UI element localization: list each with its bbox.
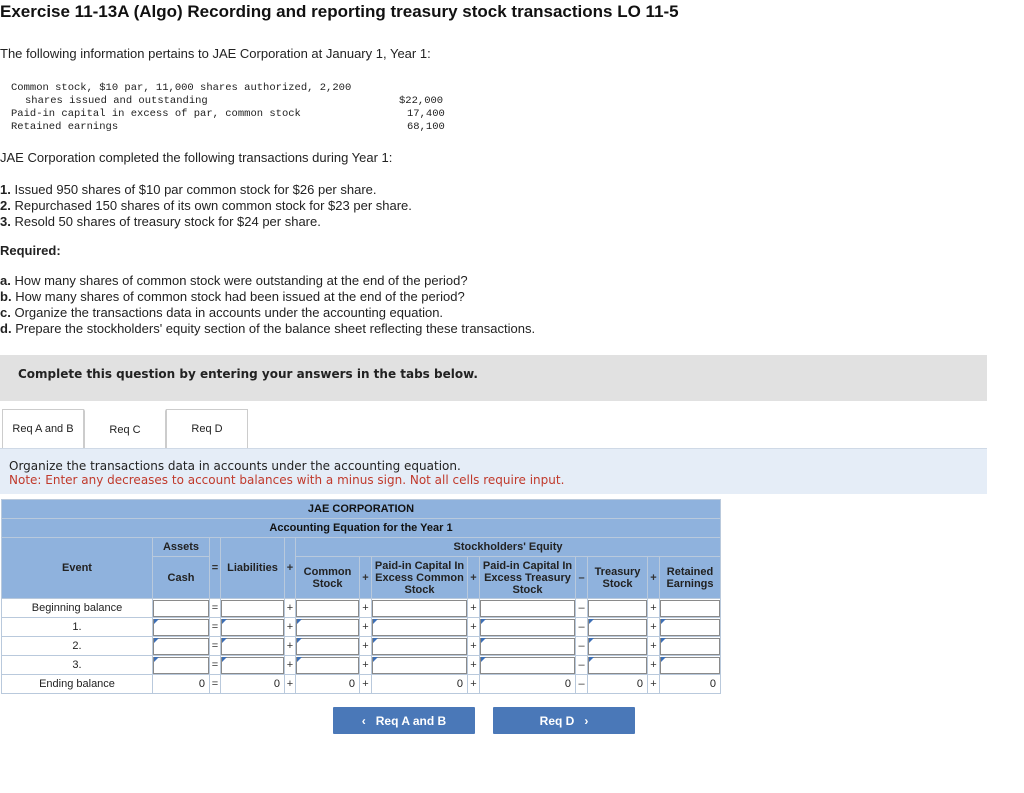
transaction-item: 2. Repurchased 150 shares of its own common stock for $23 per share. [0, 198, 412, 213]
plus-sign: + [285, 675, 296, 694]
event-label: 2. [2, 637, 153, 656]
equals-sign: = [210, 656, 221, 675]
cash-header: Cash [153, 557, 210, 599]
treasury-stock-header: Treasury Stock [588, 557, 648, 599]
balance-label: shares issued and outstanding [25, 95, 208, 107]
plus-sign: + [468, 557, 480, 599]
minus-sign: – [576, 599, 588, 618]
event-header: Event [2, 538, 153, 599]
chevron-left-icon: ‹ [361, 713, 366, 728]
picts-header: Paid-in Capital In Excess Treasury Stock [480, 557, 576, 599]
retained-earnings-header: Retained Earnings [660, 557, 721, 599]
plus-sign: + [648, 557, 660, 599]
balance-amount: 68,100 [407, 121, 445, 133]
plus-sign: + [468, 618, 480, 637]
retained-earnings-input[interactable] [660, 657, 720, 674]
plus-sign: + [285, 637, 296, 656]
retained-earnings-input[interactable] [660, 638, 720, 655]
picc-header: Paid-in Capital In Excess Common Stock [372, 557, 468, 599]
requirement-item: a. How many shares of common stock were outstanding at the end of the period? [0, 273, 468, 288]
next-button-label: Req D [539, 713, 575, 728]
plus-sign: + [285, 538, 296, 599]
company-name: JAE CORPORATION [2, 500, 721, 519]
picts-input[interactable] [480, 600, 575, 617]
panel-note: Note: Enter any decreases to account balances with a minus sign. Not all cells require input. [9, 473, 565, 487]
balance-amount: $22,000 [399, 95, 444, 107]
cash-input[interactable] [153, 638, 209, 655]
transaction-item: 3. Resold 50 shares of treasury stock for $24 per share. [0, 214, 321, 229]
balance-amount: 17,400 [407, 108, 445, 120]
event-label: Beginning balance [2, 599, 153, 618]
plus-sign: + [285, 599, 296, 618]
liabilities-input[interactable] [221, 619, 284, 636]
picts-input[interactable] [480, 657, 575, 674]
stockholders-equity-header: Stockholders' Equity [296, 538, 721, 557]
balance-label: Retained earnings [11, 121, 119, 133]
liabilities-input[interactable] [221, 657, 284, 674]
common-stock-input[interactable] [296, 657, 359, 674]
plus-sign: + [360, 557, 372, 599]
plus-sign: + [468, 637, 480, 656]
treasury-stock-input[interactable] [588, 638, 647, 655]
treasury-stock-input[interactable] [588, 600, 647, 617]
page-title: Exercise 11-13A (Algo) Recording and reporting treasury stock transactions LO 11-5 [0, 2, 679, 21]
common-stock-input[interactable] [296, 619, 359, 636]
picts-input[interactable] [480, 619, 575, 636]
liabilities-header: Liabilities [221, 538, 285, 599]
intro-text: The following information pertains to JAE Corporation at January 1, Year 1: [0, 46, 431, 61]
next-button[interactable] [493, 707, 635, 734]
minus-sign: – [576, 618, 588, 637]
picc-input[interactable] [372, 638, 467, 655]
prev-button-label: Req A and B [375, 713, 447, 728]
table-subtitle: Accounting Equation for the Year 1 [2, 519, 721, 538]
minus-sign: – [576, 637, 588, 656]
chevron-right-icon: › [584, 713, 589, 728]
requirement-item: c. Organize the transactions data in accounts under the accounting equation. [0, 305, 444, 320]
requirement-item: d. Prepare the stockholders' equity section of the balance sheet reflecting these transactions. [0, 321, 536, 336]
plus-sign: + [468, 675, 480, 694]
ending-common-stock: 0 [296, 675, 360, 694]
minus-sign: – [576, 675, 588, 694]
plus-sign: + [648, 675, 660, 694]
balance-label: Common stock, $10 par, 11,000 shares authorized, 2,200 [11, 82, 352, 94]
common-stock-input[interactable] [296, 638, 359, 655]
plus-sign: + [285, 618, 296, 637]
equals-sign: = [210, 599, 221, 618]
common-stock-header: Common Stock [296, 557, 360, 599]
ending-treasury-stock: 0 [588, 675, 648, 694]
balance-label: Paid-in capital in excess of par, common stock [11, 108, 301, 120]
retained-earnings-input[interactable] [660, 600, 720, 617]
plus-sign: + [648, 656, 660, 675]
equals-sign: = [210, 637, 221, 656]
equals-sign: = [210, 538, 221, 599]
event-label: 3. [2, 656, 153, 675]
picc-input[interactable] [372, 657, 467, 674]
plus-sign: + [285, 656, 296, 675]
plus-sign: + [360, 656, 372, 675]
event-label: Ending balance [2, 675, 153, 694]
transaction-item: 1. Issued 950 shares of $10 par common stock for $26 per share. [0, 182, 377, 197]
instruction-text: Complete this question by entering your answers in the tabs below. [18, 367, 478, 381]
plus-sign: + [648, 618, 660, 637]
retained-earnings-input[interactable] [660, 619, 720, 636]
required-label: Required: [0, 243, 61, 258]
cash-input[interactable] [153, 600, 209, 617]
picts-input[interactable] [480, 638, 575, 655]
picc-input[interactable] [372, 619, 467, 636]
plus-sign: + [468, 656, 480, 675]
balances-block [11, 82, 451, 134]
ending-picc: 0 [372, 675, 468, 694]
plus-sign: + [360, 637, 372, 656]
treasury-stock-input[interactable] [588, 619, 647, 636]
plus-sign: + [360, 599, 372, 618]
ending-retained-earnings: 0 [660, 675, 721, 694]
cash-input[interactable] [153, 657, 209, 674]
plus-sign: + [648, 599, 660, 618]
common-stock-input[interactable] [296, 600, 359, 617]
tab-req-d[interactable]: Req D [166, 409, 248, 448]
instructions-panel [0, 448, 987, 494]
prev-button[interactable] [333, 707, 475, 734]
ending-liabilities: 0 [221, 675, 285, 694]
accounting-equation-table [1, 499, 721, 694]
event-label: 1. [2, 618, 153, 637]
tab-req-a-and-b[interactable]: Req A and B [2, 409, 84, 448]
completed-text: JAE Corporation completed the following transactions during Year 1: [0, 150, 393, 165]
tab-req-c[interactable]: Req C [84, 409, 166, 449]
plus-sign: + [360, 618, 372, 637]
minus-sign: – [576, 656, 588, 675]
equals-sign: = [210, 675, 221, 694]
assets-header: Assets [153, 538, 210, 557]
instruction-banner [0, 355, 987, 401]
liabilities-input[interactable] [221, 600, 284, 617]
minus-sign: – [576, 557, 588, 599]
plus-sign: + [468, 599, 480, 618]
ending-picts: 0 [480, 675, 576, 694]
plus-sign: + [648, 637, 660, 656]
treasury-stock-input[interactable] [588, 657, 647, 674]
equals-sign: = [210, 618, 221, 637]
picc-input[interactable] [372, 600, 467, 617]
panel-instruction: Organize the transactions data in accounts under the accounting equation. [9, 459, 461, 473]
liabilities-input[interactable] [221, 638, 284, 655]
plus-sign: + [360, 675, 372, 694]
ending-cash: 0 [153, 675, 210, 694]
requirement-item: b. How many shares of common stock had been issued at the end of the period? [0, 289, 465, 304]
cash-input[interactable] [153, 619, 209, 636]
